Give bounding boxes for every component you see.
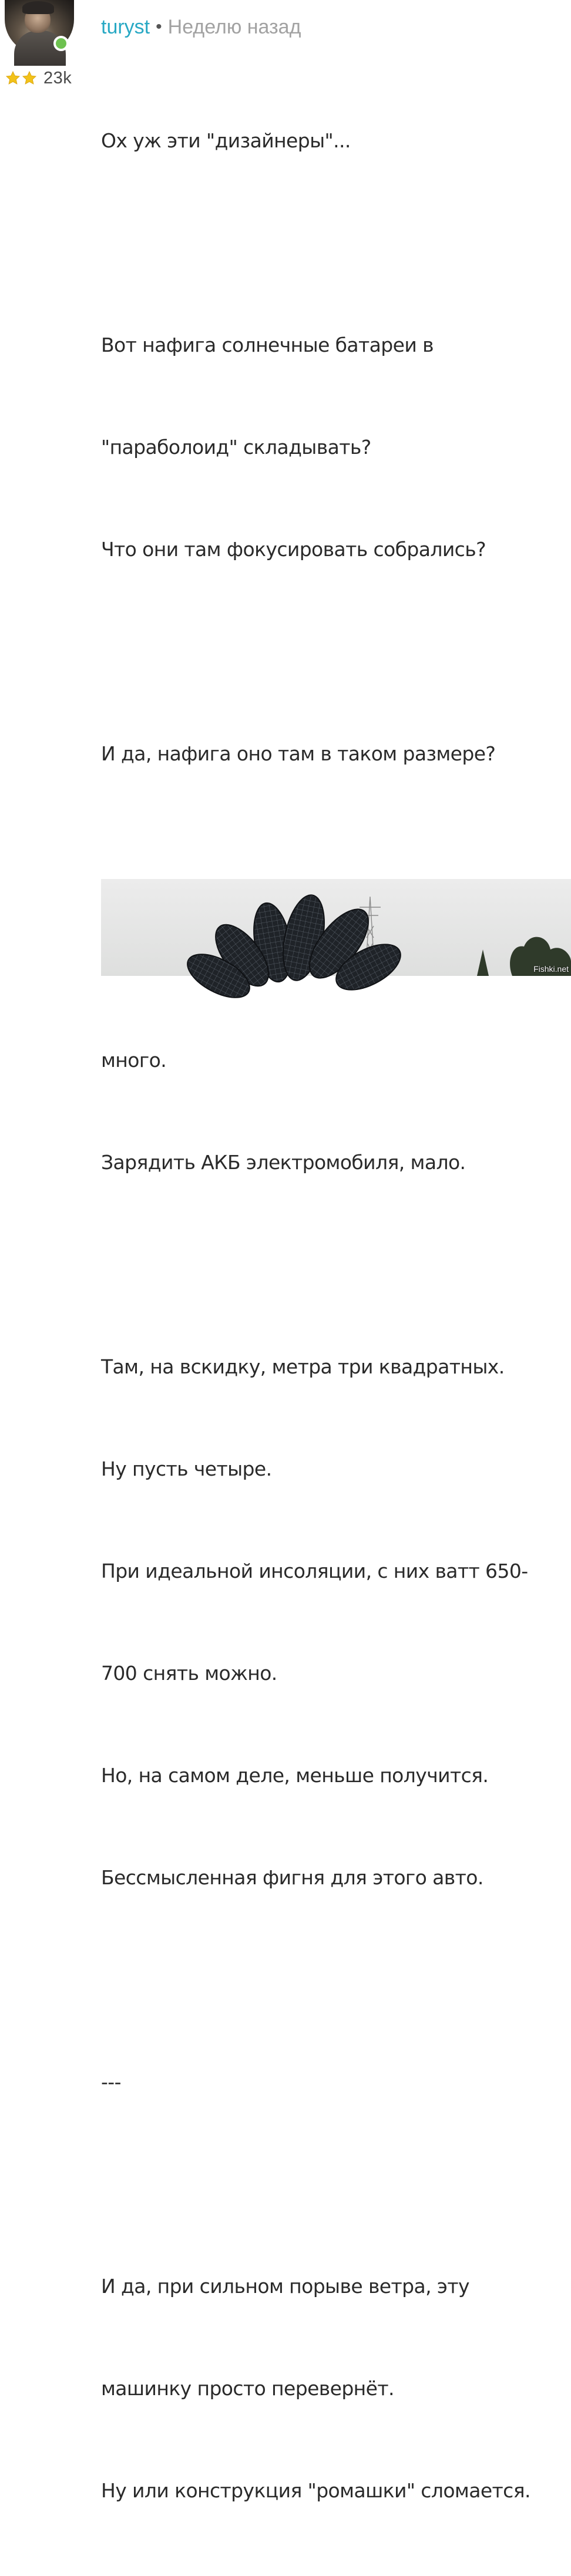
comment-line: При идеальной инсоляции, с них ватт 650-	[101, 1560, 528, 1582]
comment-line	[101, 839, 571, 873]
image-watermark: Fishki.net	[533, 964, 569, 974]
comment-line: И да, при сильном порыве ветра, эту	[101, 2275, 469, 2298]
comment-time: Неделю назад	[167, 15, 301, 38]
author-username[interactable]: turyst	[101, 15, 150, 38]
comment-line: И да, нафига оно там в таком размере?	[101, 742, 496, 765]
comment-line: Что они там фокусировать собрались?	[101, 538, 486, 561]
comment-line	[101, 2167, 571, 2201]
user-rating	[5, 69, 72, 87]
meta-separator: •	[156, 17, 162, 36]
avatar-figure-cap	[22, 1, 54, 14]
comment-line	[101, 226, 571, 260]
comment-line: Ну или конструкция "ромашки" сломается.	[101, 2479, 530, 2502]
star-icon	[5, 70, 21, 86]
comment-line: машинку просто перевернёт.	[101, 2377, 394, 2400]
rating-stars	[5, 70, 38, 86]
comment-line	[101, 635, 571, 669]
comment-line: Ну пусть четыре.	[101, 1457, 272, 1480]
comment-line: Но, на самом деле, меньше получится.	[101, 1764, 489, 1787]
comment-line	[101, 1963, 571, 1997]
online-status-dot	[53, 36, 69, 51]
comment-meta	[101, 14, 301, 40]
comment-line: Ох уж эти "дизайнеры"...	[101, 129, 351, 152]
attached-photo[interactable]	[101, 879, 571, 976]
rating-count: 23k	[43, 68, 72, 87]
solar-flower-illustration	[101, 879, 571, 976]
comment-line: много.	[101, 1049, 167, 1072]
comment-line	[101, 1248, 571, 1282]
comment-line: Там, на вскидку, метра три квадратных.	[101, 1355, 505, 1378]
star-icon	[21, 70, 38, 86]
comment-line: Зарядить АКБ электромобиля, мало.	[101, 1151, 466, 1174]
comment-text	[101, 56, 571, 2576]
comment-line: 700 снять можно.	[101, 1662, 277, 1685]
comment-line: Вот нафига солнечные батареи в	[101, 334, 434, 356]
comment-line: "параболоид" складывать?	[101, 436, 371, 459]
comment-line: ---	[101, 2070, 121, 2093]
comment-line: Бессмысленная фигня для этого авто.	[101, 1866, 483, 1889]
